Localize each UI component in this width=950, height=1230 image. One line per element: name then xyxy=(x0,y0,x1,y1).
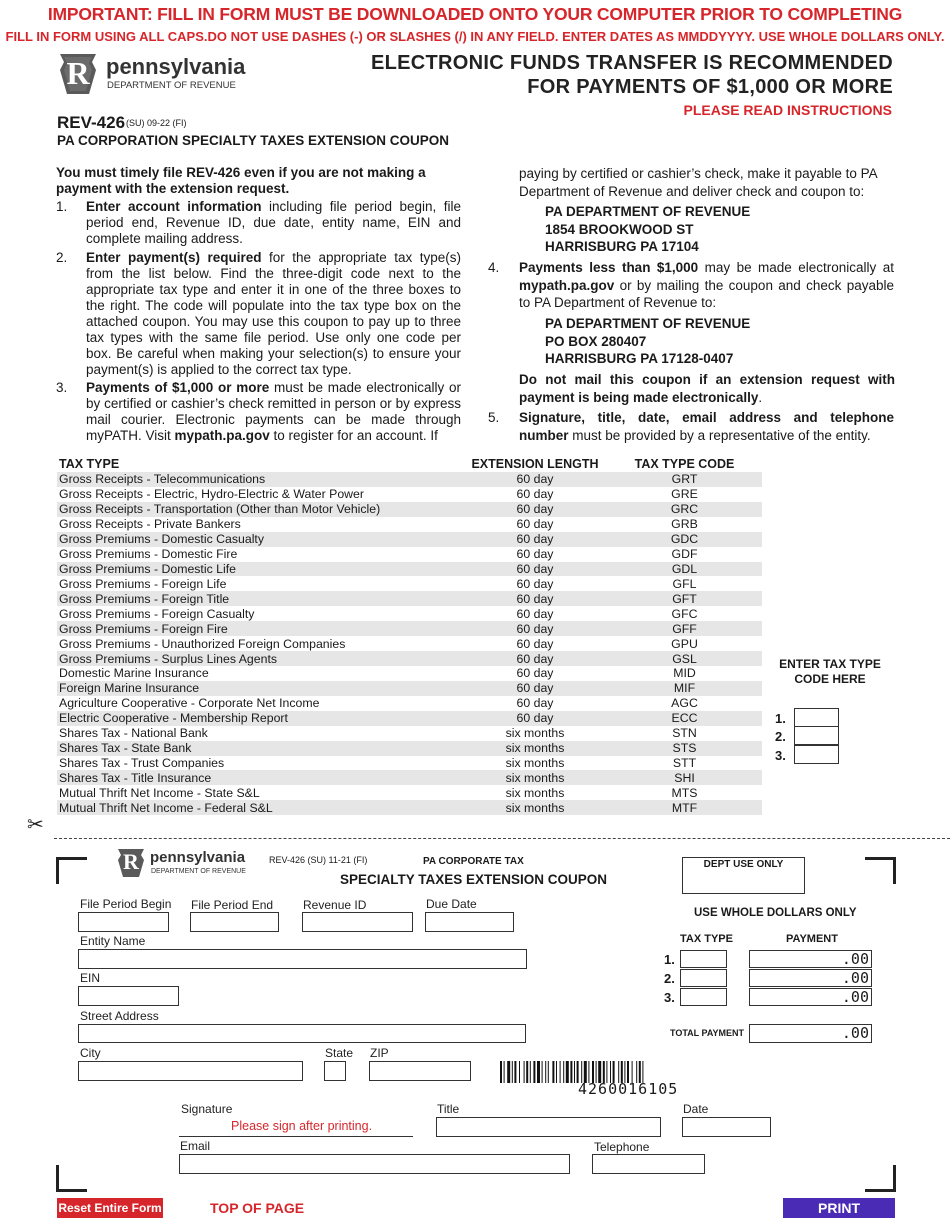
coupon-row-label-2: 2. xyxy=(664,971,675,986)
table-row xyxy=(57,800,762,815)
total-payment-label: TOTAL PAYMENT xyxy=(670,1028,745,1038)
signature-note: Please sign after printing. xyxy=(231,1119,373,1133)
corner-mark-br xyxy=(865,1165,896,1192)
payment-input-1[interactable] xyxy=(749,950,872,968)
barcode-bar xyxy=(530,1061,531,1083)
barcode-bar xyxy=(504,1061,505,1083)
tax-code-cell: AGC xyxy=(671,696,698,711)
tax-code-cell: GSL xyxy=(605,651,762,666)
tax-type-cell: Mutual Thrift Net Income - State S&L xyxy=(59,785,260,800)
tax-code-cell: GRC xyxy=(605,502,762,517)
table-row xyxy=(57,785,762,800)
telephone-input[interactable] xyxy=(592,1154,705,1174)
file-period-begin-input[interactable] xyxy=(78,912,169,932)
address-line: PA DEPARTMENT OF REVENUE xyxy=(545,204,751,219)
tax-code-cell: MID xyxy=(673,666,696,681)
tax-code-cell: GFT xyxy=(605,591,762,606)
tax-type-cell: Electric Cooperative - Membership Report xyxy=(57,711,435,726)
code-entry-input-2[interactable] xyxy=(794,726,839,745)
coupon-tax-type-2[interactable] xyxy=(680,969,727,987)
tax-type-cell: Gross Receipts - Telecommunications xyxy=(57,472,435,487)
do-not-mail-end: . xyxy=(758,389,763,405)
logo-state-name: pennsylvania xyxy=(106,54,246,79)
extension-length-cell: 60 day xyxy=(435,651,605,666)
form-version: (SU) 09-22 (FI) xyxy=(126,118,187,128)
important-notice: IMPORTANT: FILL IN FORM MUST BE DOWNLOADED ONTO YOUR COMPUTER PRIOR TO COMPLETING xyxy=(47,4,903,24)
date-label: Date xyxy=(683,1102,709,1116)
tax-type-cell: Gross Premiums - Domestic Life xyxy=(57,562,435,577)
whole-dollars-note: USE WHOLE DOLLARS ONLY xyxy=(694,907,857,919)
tax-code-cell: GDC xyxy=(605,532,762,547)
caps-notice: FILL IN FORM USING ALL CAPS.DO NOT USE DASHES (-) OR SLASHES (/) IN ANY FIELD. ENTER DATES AS MMDDYYYY. USE WHOLE DOLLARS ONLY. xyxy=(5,29,945,44)
extension-length-cell: 60 day xyxy=(435,532,605,547)
top-of-page-button[interactable]: TOP OF PAGE xyxy=(210,1200,305,1216)
tax-code-cell: GPU xyxy=(671,636,698,651)
payment-input-2[interactable] xyxy=(749,969,872,987)
coupon-tax-type-3[interactable] xyxy=(680,988,727,1006)
extension-length-cell: 60 day xyxy=(516,696,554,711)
title-label: Title xyxy=(437,1102,460,1116)
item-number: 4. xyxy=(488,260,500,275)
entity-name-input[interactable] xyxy=(78,949,527,969)
do-not-mail-text: Do not mail this coupon if an extension request with payment is being made electronically xyxy=(519,372,895,405)
instruction-item-3-continued: paying by certified or cashier’s check, make it payable to PA Department of Revenue and deliver check and coupon to: xyxy=(519,166,877,199)
tax-type-cell: Gross Premiums - Foreign Casualty xyxy=(59,606,255,621)
instruction-item-2 xyxy=(56,250,461,378)
extension-length-cell: six months xyxy=(435,800,605,815)
table-row xyxy=(57,696,762,711)
mypath-link[interactable]: mypath.pa.gov xyxy=(519,277,615,293)
date-input[interactable] xyxy=(682,1117,771,1137)
address-block-1 xyxy=(545,203,750,256)
tax-type-cell: Shares Tax - National Bank xyxy=(59,726,208,741)
tax-type-header: TAX TYPE xyxy=(680,933,733,945)
ein-input[interactable] xyxy=(78,986,179,1006)
dept-use-box xyxy=(682,857,805,894)
tax-type-cell: Mutual Thrift Net Income - Federal S&L xyxy=(57,800,435,815)
tax-type-cell: Shares Tax - State Bank xyxy=(57,741,435,756)
coupon-row-label-3: 3. xyxy=(664,990,675,1005)
payment-header: PAYMENT xyxy=(786,933,838,945)
cents-label: .00 xyxy=(841,969,869,987)
extension-length-cell: 60 day xyxy=(516,517,554,532)
extension-length-cell: six months xyxy=(435,770,605,785)
item-number: 1. xyxy=(56,199,68,214)
extension-length-cell: 60 day xyxy=(516,606,554,621)
address-line: PO BOX 280407 xyxy=(545,333,647,349)
revenue-id-label: Revenue ID xyxy=(303,898,367,912)
tax-type-cell: Agriculture Cooperative - Corporate Net Income xyxy=(59,696,320,711)
coupon-tax-type-1[interactable] xyxy=(680,950,727,968)
barcode-bar xyxy=(533,1061,535,1083)
tax-type-cell: Gross Receipts - Private Bankers xyxy=(59,517,241,532)
tax-code-cell: MTS xyxy=(671,785,698,800)
code-entry-title-line: ENTER TAX TYPE xyxy=(779,657,881,671)
barcode-bar xyxy=(537,1061,540,1083)
signature-label: Signature xyxy=(181,1102,233,1116)
eft-heading-line1: ELECTRONIC FUNDS TRANSFER IS RECOMMENDED xyxy=(370,52,893,74)
address-line: PA DEPARTMENT OF REVENUE xyxy=(545,316,751,331)
extension-length-cell: 60 day xyxy=(435,621,605,636)
instruction-item-5 xyxy=(488,409,894,444)
tax-code-cell: ECC xyxy=(605,711,762,726)
intro-note: You must timely file REV-426 even if you are not making a payment with the extension request. xyxy=(56,165,426,196)
item-text: must be provided by a representative of the entity. xyxy=(568,427,871,443)
code-entry-label-2: 2. xyxy=(775,729,786,744)
entity-name-label: Entity Name xyxy=(80,934,146,948)
tax-type-cell: Domestic Marine Insurance xyxy=(59,666,209,681)
table-row xyxy=(57,636,762,651)
instruction-item-3 xyxy=(56,380,461,444)
extension-length-cell: 60 day xyxy=(435,591,605,606)
tax-type-cell: Gross Premiums - Foreign Fire xyxy=(57,621,435,636)
tax-code-cell: GRE xyxy=(671,487,698,502)
barcode-bar xyxy=(556,1061,557,1083)
tax-code-cell: STT xyxy=(672,755,697,770)
city-label: City xyxy=(80,1046,101,1060)
street-address-label: Street Address xyxy=(80,1009,159,1023)
extension-length-cell: six months xyxy=(505,785,565,800)
reset-form-button[interactable]: Reset Entire Form xyxy=(57,1198,163,1218)
tax-code-cell: GFF xyxy=(605,621,762,636)
mypath-link[interactable]: mypath.pa.gov xyxy=(174,428,270,443)
table-row xyxy=(57,517,762,532)
form-title: PA CORPORATION SPECIALTY TAXES EXTENSION COUPON xyxy=(57,133,450,148)
tax-type-cell: Shares Tax - Trust Companies xyxy=(59,755,225,770)
tax-type-cell: Shares Tax - Title Insurance xyxy=(57,770,435,785)
tax-type-cell: Foreign Marine Insurance xyxy=(57,681,435,696)
item-text: including file period begin, file period end, Revenue ID, due date, entity name, EIN and complete mailing address. xyxy=(86,199,461,246)
coupon-pa-logo xyxy=(116,848,256,880)
item-number: 5. xyxy=(488,410,500,425)
zip-label: ZIP xyxy=(370,1046,389,1060)
tax-type-cell: Gross Premiums - Unauthorized Foreign Companies xyxy=(59,636,346,651)
pa-logo xyxy=(56,52,256,96)
tax-type-cell: Gross Premiums - Domestic Casualty xyxy=(57,532,435,547)
telephone-label: Telephone xyxy=(594,1140,650,1154)
cut-line xyxy=(54,838,950,839)
barcode-bar xyxy=(519,1061,520,1083)
barcode-bar xyxy=(574,1061,575,1083)
barcode-bar xyxy=(526,1061,528,1083)
table-row xyxy=(57,472,762,487)
extension-length-cell: 60 day xyxy=(435,472,605,487)
eft-heading-line2: FOR PAYMENTS OF $1,000 OR MORE xyxy=(527,76,893,98)
instruction-item-1 xyxy=(56,199,461,247)
address-line: 1854 BROOKWOOD ST xyxy=(545,221,694,237)
table-row xyxy=(57,711,762,726)
due-date-input[interactable] xyxy=(425,912,514,932)
zip-input[interactable] xyxy=(369,1061,471,1081)
extension-length-cell: six months xyxy=(505,726,565,741)
revenue-id-input[interactable] xyxy=(302,912,413,932)
item-number: 2. xyxy=(56,250,68,265)
header-extension-length: EXTENSION LENGTH xyxy=(471,457,599,471)
extension-length-cell: 60 day xyxy=(516,487,554,502)
tax-type-cell: Gross Premiums - Surplus Lines Agents xyxy=(57,651,435,666)
title-input[interactable] xyxy=(436,1117,661,1137)
due-date-label: Due Date xyxy=(426,897,477,911)
tax-code-cell: SHI xyxy=(605,770,762,785)
address-line: HARRISBURG PA 17128-0407 xyxy=(545,351,734,366)
coupon-title-small: PA CORPORATE TAX xyxy=(423,856,524,867)
barcode-bar xyxy=(548,1061,549,1083)
street-address-input[interactable] xyxy=(78,1024,526,1043)
header-tax-type-code: TAX TYPE CODE xyxy=(634,457,735,471)
logo-state-name: pennsylvania xyxy=(150,849,246,866)
cents-label: .00 xyxy=(841,1024,869,1042)
total-payment-input[interactable] xyxy=(749,1024,872,1043)
table-row xyxy=(57,562,762,577)
tax-code-cell: MIF xyxy=(605,681,762,696)
barcode-bar xyxy=(514,1061,516,1083)
barcode-bar xyxy=(545,1061,546,1083)
file-period-end-input[interactable] xyxy=(190,912,279,932)
barcode-bar xyxy=(524,1061,525,1083)
table-row xyxy=(57,666,762,681)
extension-length-cell: 60 day xyxy=(435,502,605,517)
barcode-bar xyxy=(560,1061,561,1083)
tax-code-cell: GRB xyxy=(671,517,698,532)
email-input[interactable] xyxy=(179,1154,570,1174)
extension-length-cell: 60 day xyxy=(435,562,605,577)
extension-length-cell: 60 day xyxy=(516,547,554,562)
code-entry-title-line: CODE HERE xyxy=(794,672,866,686)
extension-length-cell: 60 day xyxy=(435,711,605,726)
state-label: State xyxy=(325,1046,354,1060)
item-bold: Signature, title, date, email address and telephone number xyxy=(519,410,894,443)
extension-length-cell: 60 day xyxy=(435,681,605,696)
corner-mark-bl xyxy=(56,1165,87,1192)
coupon-form-ref: REV-426 (SU) 11-21 (FI) xyxy=(269,855,368,865)
tax-code-cell: STN xyxy=(672,726,697,741)
table-row xyxy=(57,681,762,696)
code-entry-label-1: 1. xyxy=(775,711,786,726)
cents-label: .00 xyxy=(841,950,869,968)
coupon-title: SPECIALTY TAXES EXTENSION COUPON xyxy=(340,872,608,887)
tax-type-table xyxy=(57,456,762,815)
table-row xyxy=(57,770,762,785)
tax-code-cell: GFL xyxy=(672,576,697,591)
tax-type-cell: Gross Receipts - Transportation (Other than Motor Vehicle) xyxy=(57,502,435,517)
logo-letter: R xyxy=(66,55,90,91)
form-number: REV-426 xyxy=(57,113,126,132)
item-bold: Enter payment(s) required xyxy=(86,250,262,265)
item-text: may be made electronically at xyxy=(698,260,894,275)
barcode-bar xyxy=(500,1061,502,1083)
barcode-bar xyxy=(542,1061,543,1083)
barcode-bar xyxy=(566,1061,569,1083)
tax-type-cell: Gross Receipts - Electric, Hydro-Electric & Water Power xyxy=(59,487,364,502)
table-row xyxy=(57,487,762,502)
read-instructions: PLEASE READ INSTRUCTIONS xyxy=(683,102,892,118)
table-row xyxy=(57,502,762,517)
barcode-bar xyxy=(570,1061,572,1083)
extension-length-cell: six months xyxy=(435,741,605,756)
table-row xyxy=(57,576,762,591)
item-text: to register for an account. If xyxy=(269,428,438,443)
scissors-icon: ✂ xyxy=(27,814,44,836)
table-row xyxy=(57,547,762,562)
tax-code-cell: STS xyxy=(605,741,762,756)
item-number: 3. xyxy=(56,380,68,395)
tax-type-cell: Gross Premiums - Foreign Life xyxy=(59,576,227,591)
file-period-end-label: File Period End xyxy=(191,898,274,912)
signature-line xyxy=(179,1136,413,1137)
logo-dept-name: DEPARTMENT OF REVENUE xyxy=(107,80,236,91)
table-row xyxy=(57,621,762,636)
tax-code-cell: GDL xyxy=(605,562,762,577)
payment-input-3[interactable] xyxy=(749,988,872,1006)
table-header-row xyxy=(57,456,762,472)
do-not-mail-note xyxy=(519,371,895,406)
instruction-item-4 xyxy=(488,259,894,312)
extension-length-cell: six months xyxy=(505,755,565,770)
address-block-2 xyxy=(545,315,750,368)
item-bold: Enter account information xyxy=(86,199,262,214)
file-period-begin-label: File Period Begin xyxy=(80,897,172,911)
ein-label: EIN xyxy=(80,971,101,985)
logo-dept-name: DEPARTMENT OF REVENUE xyxy=(151,868,246,875)
item-bold: Payments of $1,000 or more xyxy=(86,380,270,395)
cents-label: .00 xyxy=(841,988,869,1006)
item-bold: Payments less than $1,000 xyxy=(519,260,699,275)
tax-type-cell: Gross Premiums - Domestic Fire xyxy=(59,547,238,562)
table-row xyxy=(57,651,762,666)
barcode-bar xyxy=(507,1061,510,1083)
code-entry-input-1[interactable] xyxy=(794,708,839,727)
corner-mark-tr xyxy=(865,857,896,884)
tax-code-cell: GDF xyxy=(671,547,698,562)
table-row xyxy=(57,532,762,547)
header-tax-type: TAX TYPE xyxy=(59,457,120,471)
extension-length-cell: 60 day xyxy=(516,636,554,651)
extension-length-cell: 60 day xyxy=(516,666,554,681)
email-label: Email xyxy=(180,1139,211,1153)
tax-code-cell: GFC xyxy=(671,606,698,621)
logo-letter: R xyxy=(123,849,139,874)
tax-code-cell: MTF xyxy=(605,800,762,815)
extension-length-cell: 60 day xyxy=(516,576,554,591)
table-row xyxy=(57,756,762,771)
barcode-bar xyxy=(512,1061,513,1083)
address-line: HARRISBURG PA 17104 xyxy=(545,239,699,254)
item-text: must be made electronically or by certified or cashier’s check remitted in person or by express mail courier. Electronic payments can be made through myPATH. Visit xyxy=(86,380,461,443)
barcode-bar xyxy=(552,1061,554,1083)
item-text: for the appropriate tax type(s) from the list below. Find the three-digit code next to the appropriate tax type and enter it in one of the three boxes to the right. The code will populate into the tax type box on the attached coupon. You may use this coupon to pay up to three tax types with the same file period. Use only one code per box. Be careful when making your selection(s) to ensure your payment(s) is applied to the correct tax type. xyxy=(86,250,461,377)
barcode-bar xyxy=(563,1061,564,1083)
barcode-number: 4260016105 xyxy=(578,1080,679,1098)
table-row xyxy=(57,606,762,621)
table-row xyxy=(57,726,762,741)
state-input[interactable] xyxy=(324,1061,346,1081)
tax-code-cell: GRT xyxy=(605,472,762,487)
corner-mark-tl xyxy=(56,857,87,884)
table-row xyxy=(57,591,762,606)
city-input[interactable] xyxy=(78,1061,303,1081)
dept-use-label: DEPT USE ONLY xyxy=(703,859,784,870)
code-entry-input-3[interactable] xyxy=(794,745,839,764)
tax-type-cell: Gross Premiums - Foreign Title xyxy=(57,591,435,606)
code-entry-title xyxy=(752,657,908,687)
print-button[interactable]: PRINT xyxy=(783,1198,895,1218)
coupon-row-label-1: 1. xyxy=(664,952,675,967)
item-text: or by mailing the coupon and check payable to PA Department of Revenue to: xyxy=(519,277,894,310)
table-row xyxy=(57,741,762,756)
code-entry-label-3: 3. xyxy=(775,748,786,763)
